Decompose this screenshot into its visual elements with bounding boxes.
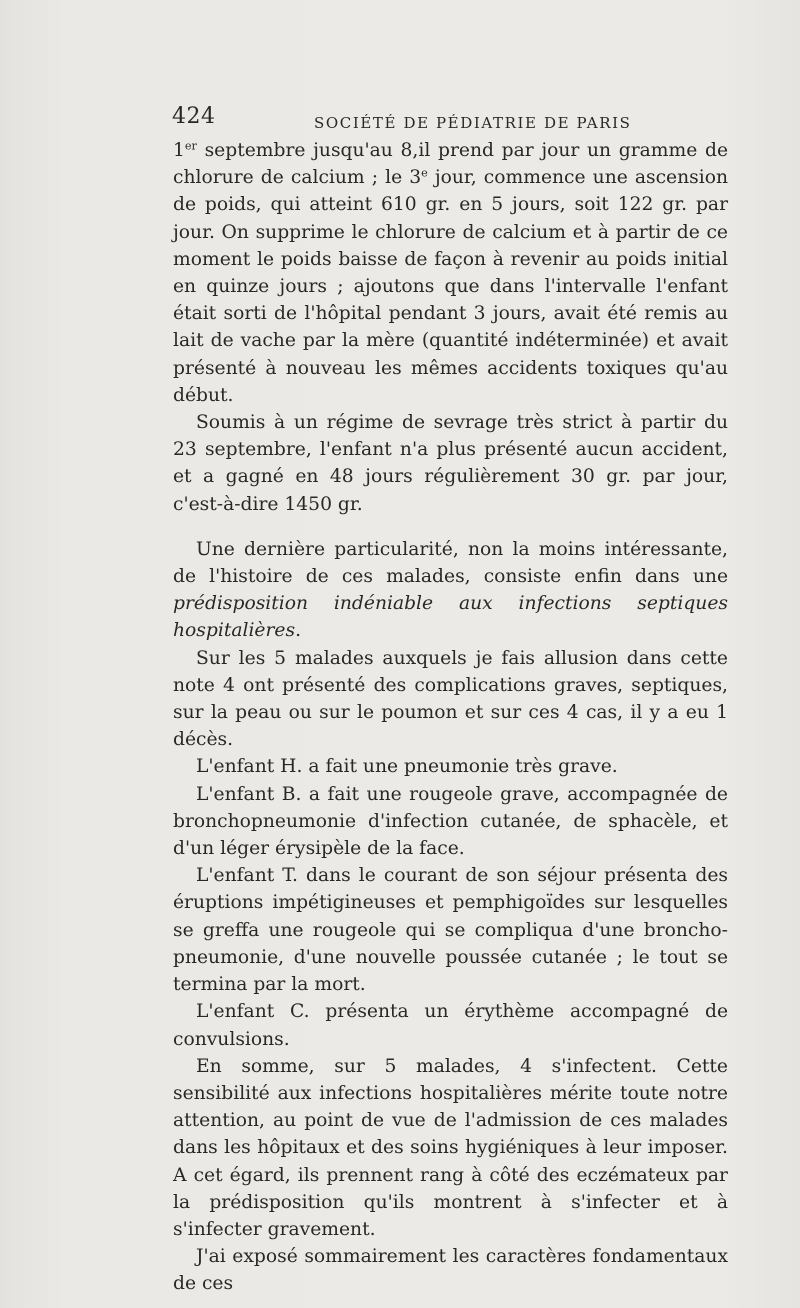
body-text [173, 137, 728, 1298]
paragraph: En somme, sur 5 malades, 4 s'infectent. Cette sensibilité aux infections hospitalières mérite toute notre attention, au point de vue de l'admission de ces malades dans les hôpitaux et des soins hygiéniques à leur imposer. A cet égard, ils prennent rang à côté des eczémateux par la prédisposition qu'ils montrent à s'infecter et à s'infecter gravement. [173, 1055, 728, 1240]
paragraph: L'enfant B. a fait une rougeole grave, accompagnée de bronchopneumonie d'infection cutanée, de sphacèle, et d'un léger érysipèle de la face. [173, 783, 728, 860]
paragraph: L'enfant H. a fait une pneumonie très grave. [196, 756, 618, 778]
paragraph: L'enfant C. présenta un érythème accompagné de convulsions. [173, 1001, 728, 1050]
paragraph: J'ai exposé sommairement les caractères fondamentaux de ces [173, 1246, 728, 1295]
paragraph: Soumis à un régime de sevrage très strict à partir du 23 septembre, l'enfant n'a plus présenté aucun accident, et a gagné en 48 jours régulièrement 30 gr. par jour, c'est-à-dire 1450 gr. [173, 412, 728, 515]
paragraph: 1er septembre jusqu'au 8,il prend par jour un gramme de chlorure de calcium ; le 3e jour, commence une ascension de poids, qui atteint 610 gr. en 5 jours, soit 122 gr. par jour. On supprime le chlorure de calcium et à partir de ce moment le poids baisse de façon à revenir au poids initial en quinze jours ; ajoutons que dans l'intervalle l'enfant était sorti de l'hôpital pendant 3 jours, avait été remis au lait de vache par la mère (quantité indéterminée) et avait présenté à nouveau les mêmes accidents toxiques qu'au début. [173, 139, 729, 406]
page-number: 424 [172, 104, 216, 129]
page-header [172, 104, 728, 134]
paragraph: L'enfant T. dans le courant de son séjour présenta des éruptions impétigineuses et pemphigoïdes sur lesquelles se greffa une rougeole qui se compliqua d'une broncho-pneumonie, d'une nouvelle poussée cutanée ; le tout se termina par la mort. [173, 865, 728, 996]
paragraph: Sur les 5 malades auxquels je fais allusion dans cette note 4 ont présenté des complications graves, septiques, sur la peau ou sur le poumon et sur ces 4 cas, il y a eu 1 décès. [173, 647, 728, 751]
running-head: SOCIÉTÉ DE PÉDIATRIE DE PARIS [314, 114, 632, 132]
paragraph: Une dernière particularité, non la moins intéressante, de l'histoire de ces malades, consiste enfin dans une prédisposition indéniable aux infections septiques hospitalières. [173, 538, 728, 642]
